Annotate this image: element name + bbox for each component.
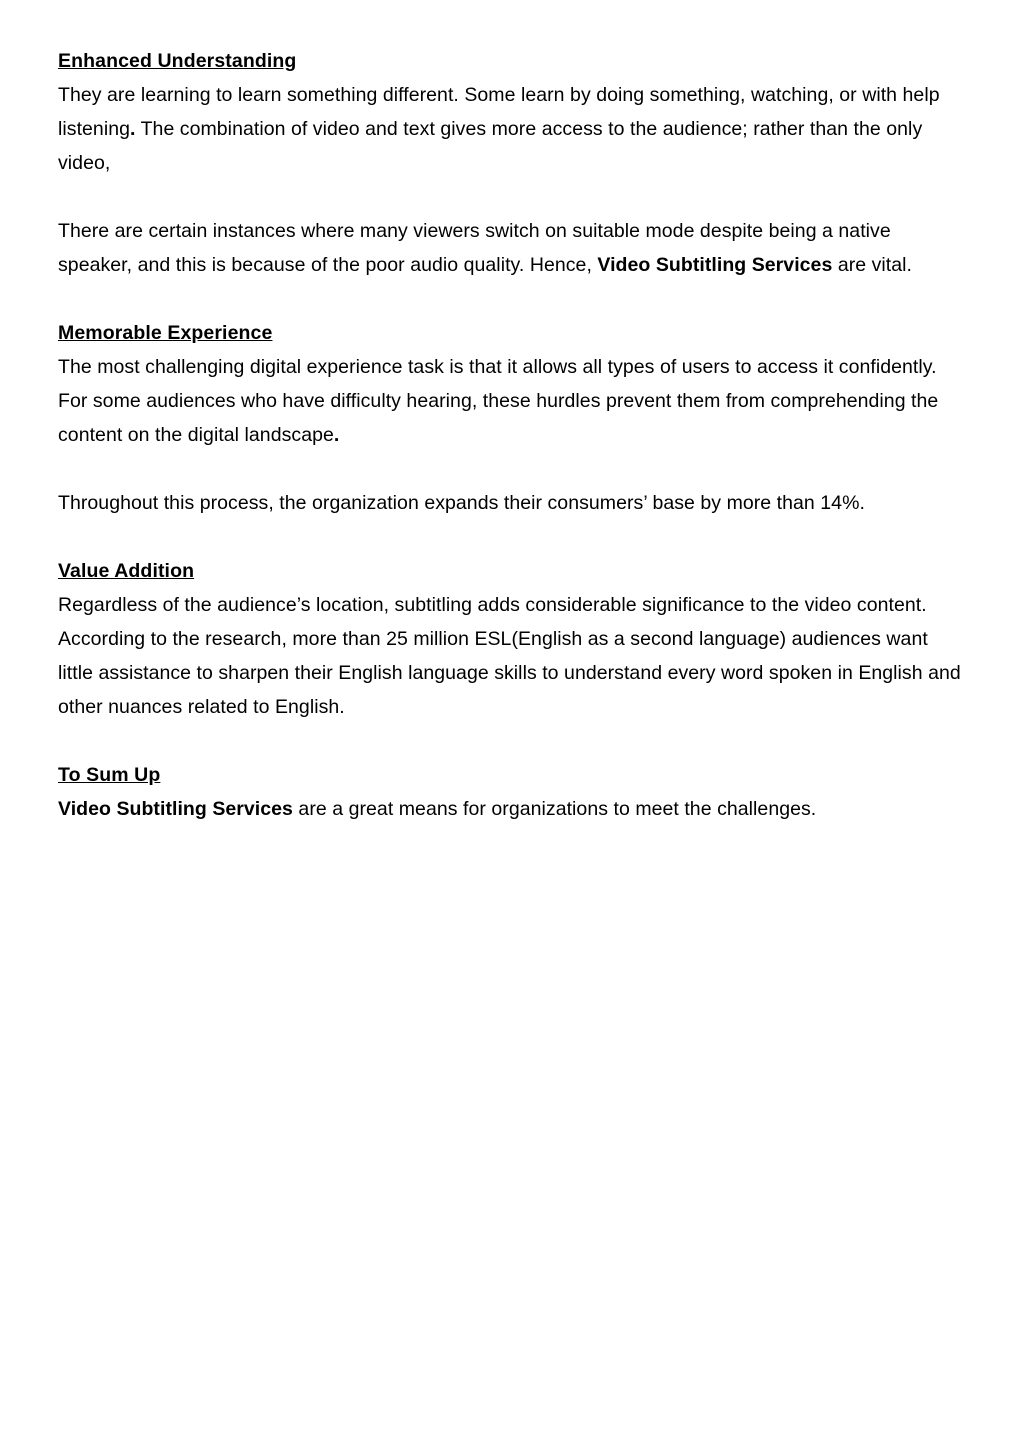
section-to-sum-up [58,758,966,826]
section-heading: Memorable Experience [58,322,273,344]
text-run-bold: Video Subtitling Services [597,254,833,276]
section-heading: Enhanced Understanding [58,50,297,72]
section-spacer [58,282,966,316]
section-spacer [58,520,966,554]
paragraph-spacer [58,180,966,214]
paragraph [58,588,966,724]
text-run: There are certain instances where many viewers switch on suitable mode despite being a native speaker, and this is because of the poor audio quality. Hence, [58,220,891,276]
paragraph [58,78,966,180]
paragraph-spacer [58,452,966,486]
text-run: are vital. [832,254,913,276]
section-enhanced-understanding [58,44,966,282]
text-run: Regardless of the audience’s location, subtitling adds considerable significance to the video content. According to the research, more than 25 million ESL(English as a second language) audiences want little assistance to sharpen their English language skills to understand every word spoken in English and other nuances related to English. [58,594,961,718]
text-run: Throughout this process, the organization expands their consumers’ base by more than 14%. [58,492,865,514]
paragraph [58,350,966,452]
section-memorable-experience [58,316,966,520]
document-body [58,44,966,826]
section-heading: To Sum Up [58,764,161,786]
text-run-bold: . [333,424,340,446]
text-run: are a great means for organizations to meet the challenges. [292,798,817,820]
section-value-addition [58,554,966,724]
paragraph [58,486,966,520]
text-run-bold: . [130,118,136,140]
text-run: The most challenging digital experience task is that it allows all types of users to access it confidently. For some audiences who have difficulty hearing, these hurdles prevent them from comprehending the content on the digital landscape [58,356,939,446]
section-heading: Value Addition [58,560,195,582]
paragraph [58,792,966,826]
text-run: The combination of video and text gives more access to the audience; rather than the only video, [58,118,923,174]
section-spacer [58,724,966,758]
text-run-bold: Video Subtitling Services [58,798,293,820]
text-run: They are learning to learn something different. Some learn by doing something, watching, or with help listening [58,84,940,140]
paragraph [58,214,966,282]
